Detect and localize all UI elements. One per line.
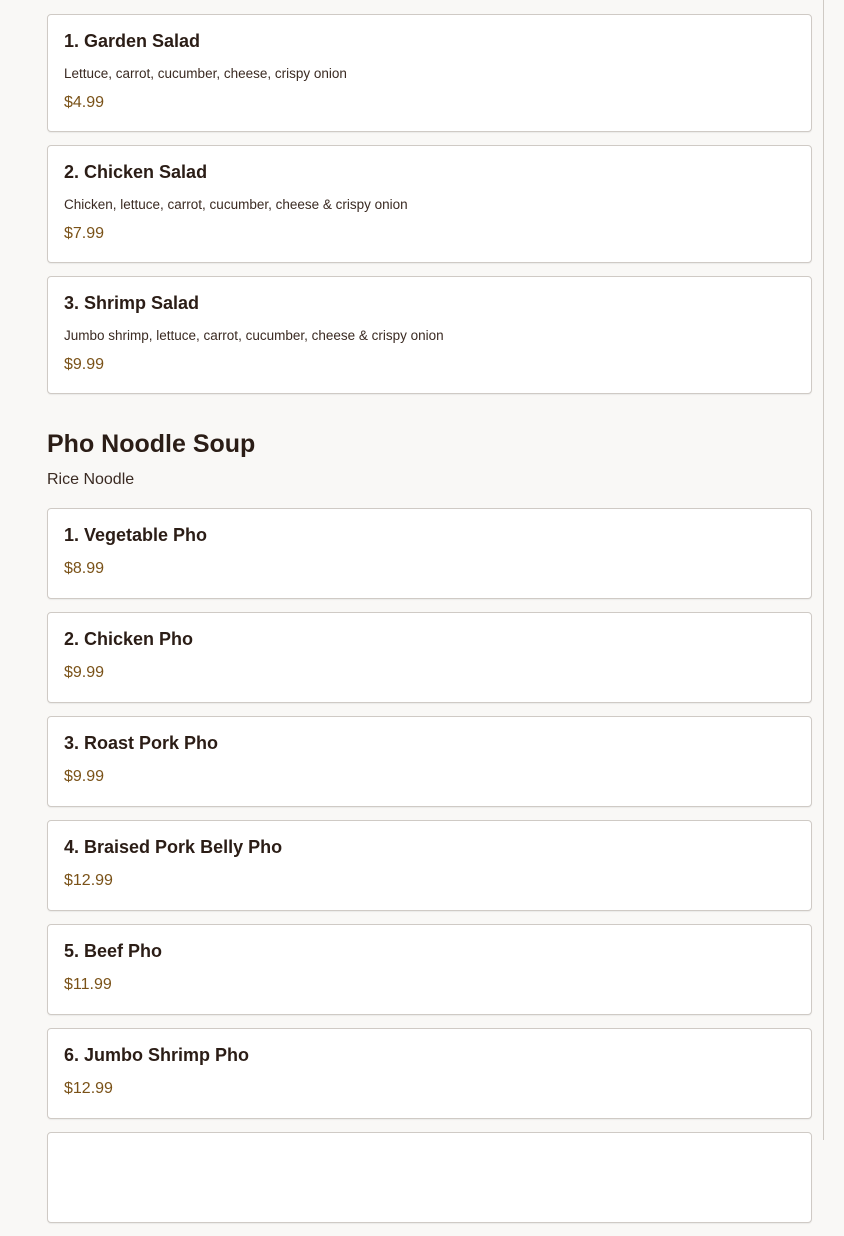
- menu-item-description: Lettuce, carrot, cucumber, cheese, crispy onion: [64, 66, 347, 81]
- menu-item-price: $9.99: [64, 356, 105, 373]
- menu-item-card[interactable]: [47, 820, 812, 911]
- menu-item-card[interactable]: [47, 145, 812, 263]
- menu-item-name: 2. Chicken Salad: [64, 162, 208, 182]
- menu-item-name: 3. Roast Pork Pho: [64, 733, 219, 753]
- menu-item-name: 1. Vegetable Pho: [64, 525, 208, 545]
- menu-item-card[interactable]: [47, 276, 812, 394]
- menu-item-card[interactable]: [47, 612, 812, 703]
- menu-item-name: 5. Beef Pho: [64, 941, 163, 961]
- menu-item-price: $9.99: [64, 664, 105, 681]
- menu-item-card[interactable]: [47, 14, 812, 132]
- menu-item-card[interactable]: [47, 924, 812, 1015]
- section-title: Pho Noodle Soup: [47, 430, 256, 458]
- menu-item-price: $12.99: [64, 872, 113, 889]
- menu-item-price: $4.99: [64, 94, 105, 111]
- menu-item-description: Chicken, lettuce, carrot, cucumber, cheese & crispy onion: [64, 197, 408, 212]
- menu-item-name: 2. Chicken Pho: [64, 629, 194, 649]
- menu-item-price: $9.99: [64, 768, 105, 785]
- menu-item-price: $11.99: [64, 976, 112, 993]
- pho-items: [47, 508, 812, 1236]
- menu-item-name: 3. Shrimp Salad: [64, 293, 200, 313]
- menu-item-description: Jumbo shrimp, lettuce, carrot, cucumber, cheese & crispy onion: [64, 328, 444, 343]
- menu-item-name: 4. Braised Pork Belly Pho: [64, 837, 283, 857]
- menu-item-name: 6. Jumbo Shrimp Pho: [64, 1045, 250, 1065]
- menu-item-price: $7.99: [64, 225, 105, 242]
- page-right-border: [823, 0, 824, 1140]
- menu-item-card[interactable]: [47, 508, 812, 599]
- salad-items: [47, 14, 812, 407]
- menu-item-price: $8.99: [64, 560, 105, 577]
- menu-item-card[interactable]: [47, 1028, 812, 1119]
- menu-item-card[interactable]: [47, 716, 812, 807]
- section-subtitle: Rice Noodle: [47, 471, 135, 488]
- menu-item-price: $12.99: [64, 1080, 113, 1097]
- menu-item-card-partial[interactable]: [47, 1132, 812, 1223]
- menu-item-name: 1. Garden Salad: [64, 31, 201, 51]
